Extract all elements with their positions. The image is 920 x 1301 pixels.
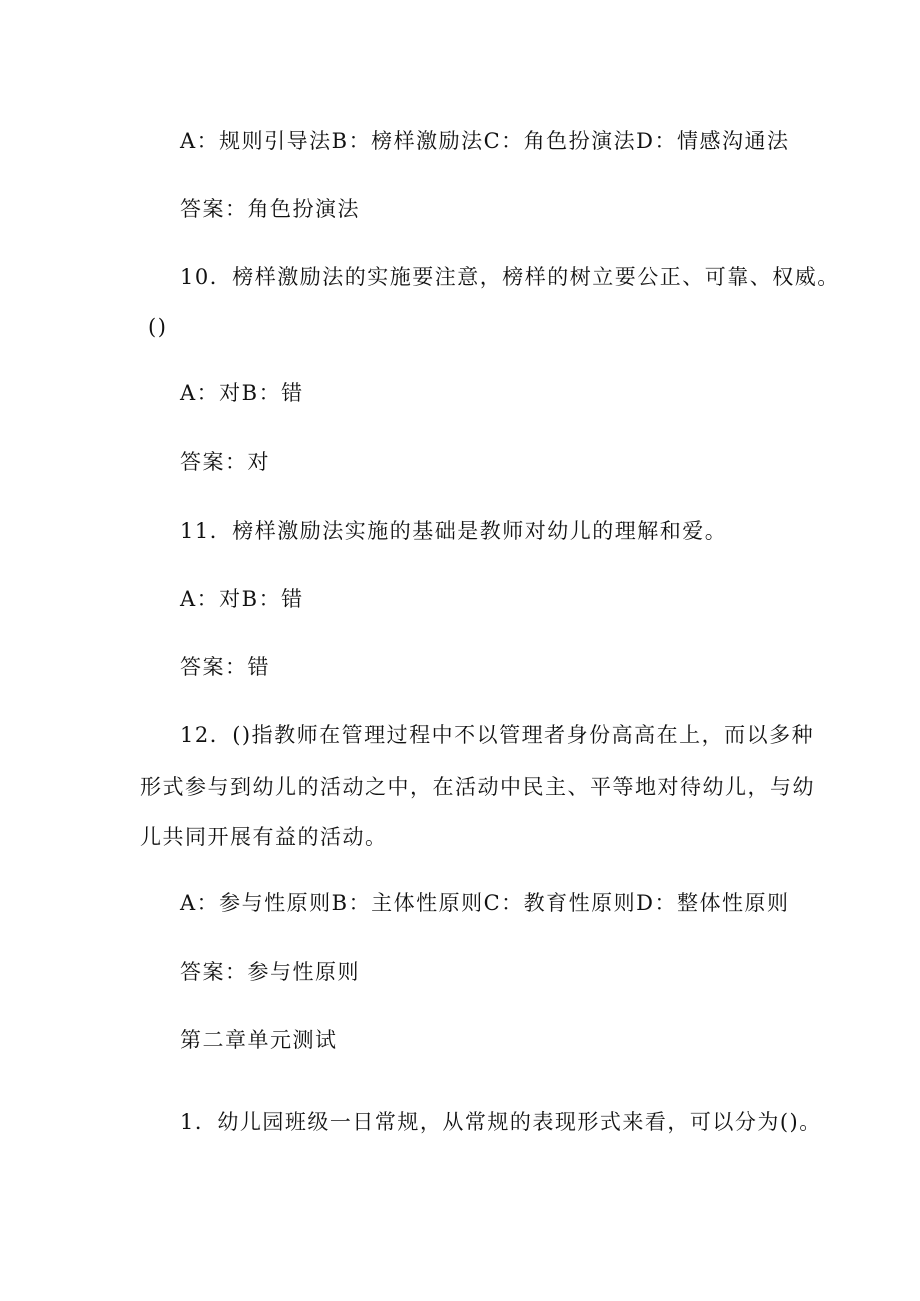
q12-options: A：参与性原则B：主体性原则C：教育性原则D：整体性原则 (180, 891, 790, 915)
q12-answer: 答案：参与性原则 (180, 960, 360, 984)
q12-stem-line2: 形式参与到幼儿的活动之中，在活动中民主、平等地对待幼儿，与幼 (140, 775, 815, 799)
chapter2-q1-stem: 1．幼儿园班级一日常规，从常规的表现形式来看，可以分为()。 (180, 1110, 822, 1134)
q10-options: A：对B：错 (180, 381, 304, 405)
q10-stem-line1: 10．榜样激励法的实施要注意，榜样的树立要公正、可靠、权威。 (180, 265, 840, 289)
q11-options: A：对B：错 (180, 587, 304, 611)
q12-stem-line3: 儿共同开展有益的活动。 (140, 825, 388, 849)
chapter2-title: 第二章单元测试 (180, 1028, 338, 1052)
q11-answer: 答案：错 (180, 655, 270, 679)
q9-answer: 答案：角色扮演法 (180, 197, 360, 221)
q11-stem: 11．榜样激励法实施的基础是教师对幼儿的理解和爱。 (180, 519, 728, 543)
q9-options: A：规则引导法B：榜样激励法C：角色扮演法D：情感沟通法 (180, 129, 790, 153)
q12-stem-line1: 12．()指教师在管理过程中不以管理者身份高高在上，而以多种 (180, 723, 815, 747)
q10-answer: 答案：对 (180, 450, 270, 474)
q10-stem-line2: () (148, 315, 168, 339)
